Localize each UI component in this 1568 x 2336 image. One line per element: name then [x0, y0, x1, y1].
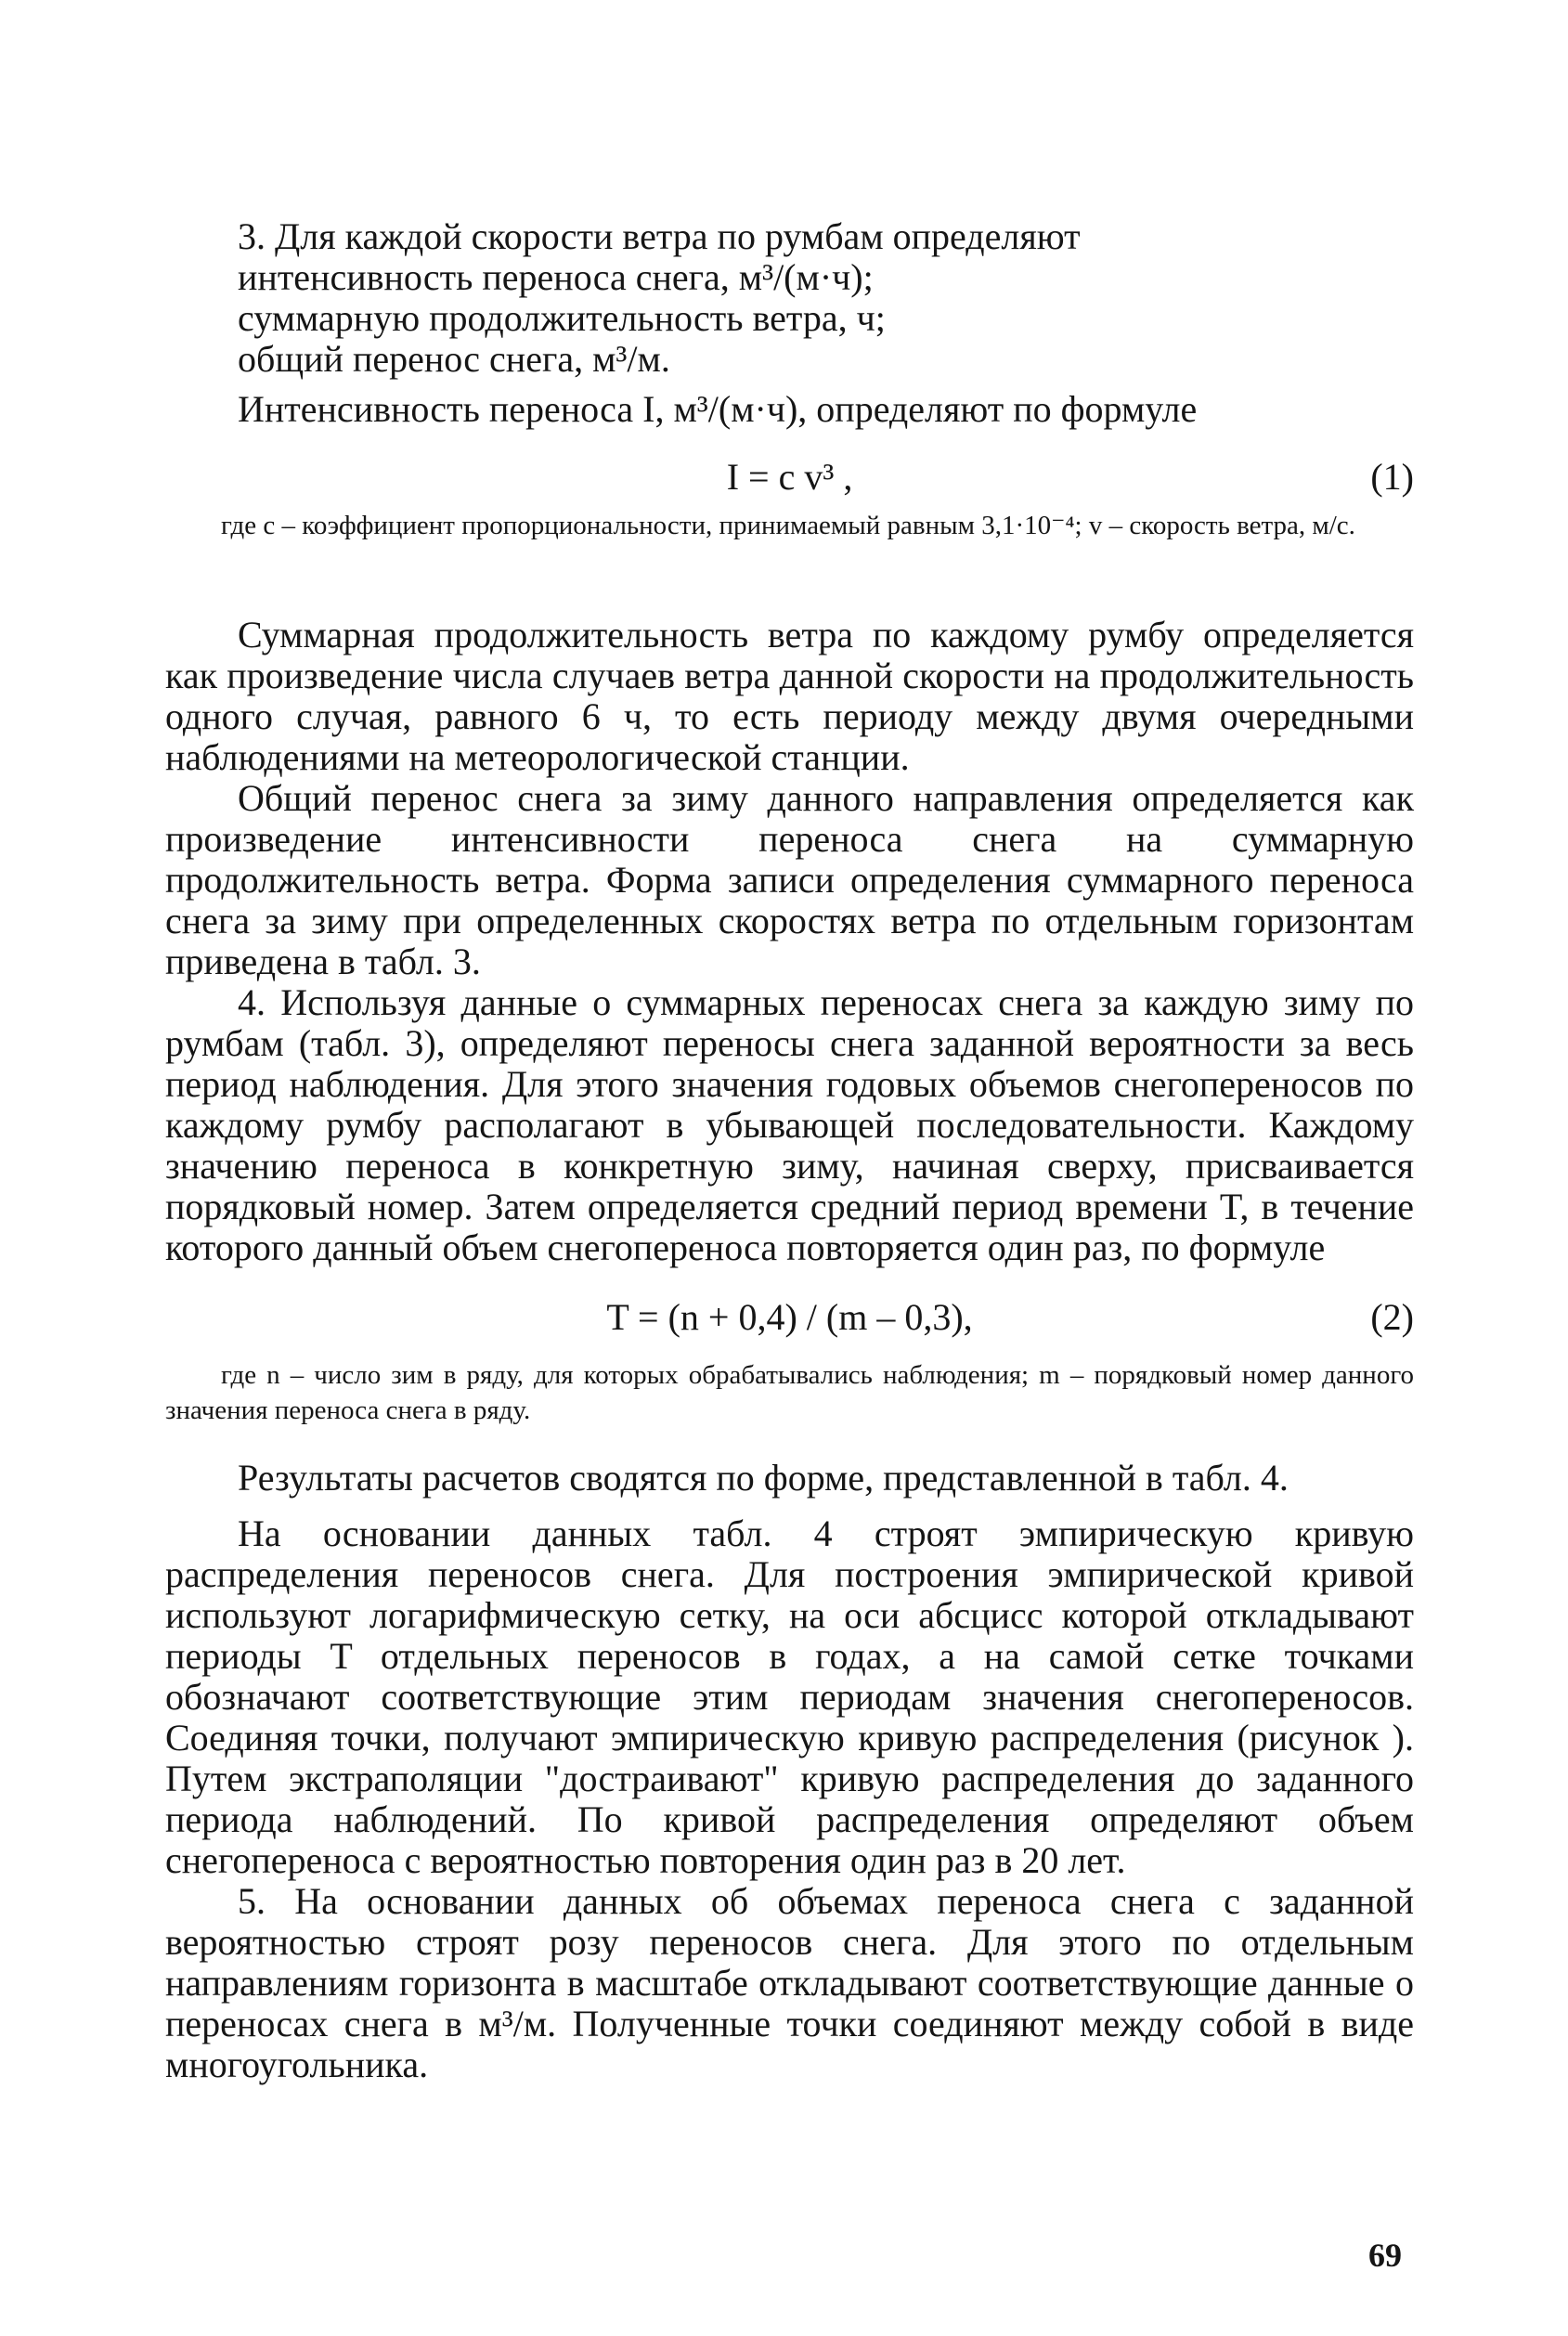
- main-text-block: [165, 615, 1414, 1268]
- where-note-1: где c – коэффициент пропорциональности, принимаемый равным 3,1·10⁻⁴; v – скорость ветра, м/с.: [221, 511, 1355, 540]
- item-3-heading: 3. Для каждой скорости ветра по румбам определяют: [238, 215, 1081, 257]
- intensity-intro: Интенсивность переноса I, м³/(м·ч), определяют по формуле: [238, 388, 1198, 430]
- where-note-1-block: [165, 508, 1414, 543]
- item-3-line: интенсивность переноса снега, м³/(м·ч);: [238, 256, 874, 298]
- formula-1: [165, 455, 1414, 501]
- paragraph-results: Результаты расчетов сводятся по форме, представленной в табл. 4.: [238, 1457, 1289, 1499]
- lower-text-block: [165, 1458, 1414, 2085]
- paragraph-distribution-curve: На основании данных табл. 4 строят эмпирическую кривую распределения переносов снега. Для построения эмпирической кривой используют логарифмическую сетку, на оси абсцисс которой откладывают периоды T отдельных переносов в годах, а на самой сетке точками обозначают соответствующие этим периодам значения снегопереносов. Соединяя точки, получают эмпирическую кривую распределения (рисунок ). Путем экстраполяции "достраивают" кривую распределения до заданного периода наблюдений. По кривой распределения определяют объем снегопереноса с вероятностью повторения один раз в 20 лет.: [165, 1512, 1414, 1881]
- item-3-line: суммарную продолжительность ветра, ч;: [238, 297, 886, 339]
- paragraph-item-5: 5. На основании данных об объемах переноса снега с заданной вероятностью строят розу переносов снега. Для этого по отдельным направлениям горизонта в масштабе откладывают соответствующие данные о переносах снега в м³/м. Полученные точки соединяют между собой в виде многоугольника.: [165, 1880, 1414, 2085]
- item-3-block: [165, 216, 1414, 430]
- where-note-2: где n – число зим в ряду, для которых обрабатывались наблюдения; m – порядковый номер данного значения переноса снега в ряду.: [165, 1360, 1414, 1425]
- paragraph-total-transport: Общий перенос снега за зиму данного направления определяется как произведение интенсивности переноса снега на суммарную продолжительность ветра. Форма записи определения суммарного переноса снега за зиму при определенных скоростях ветра по отдельным горизонтам приведена в табл. 3.: [165, 777, 1414, 982]
- paragraph-wind-duration: Суммарная продолжительность ветра по каждому румбу определяется как произведение числа случаев ветра данной скорости на продолжительность одного случая, равного 6 ч, то есть периоду между двумя очередными наблюдениями на метеорологической станции.: [165, 614, 1414, 778]
- formula-2-number: (2): [1370, 1296, 1414, 1338]
- where-note-2-block: [165, 1357, 1414, 1428]
- formula-2: [165, 1295, 1414, 1342]
- page-number: 69: [1368, 2237, 1402, 2274]
- formula-1-expression: I = c v³ ,: [726, 456, 853, 498]
- paragraph-item-4: 4. Используя данные о суммарных переносах снега за каждую зиму по румбам (табл. 3), определяют переносы снега заданной вероятности за весь период наблюдения. Для этого значения годовых объемов снегопереносов по каждому румбу располагают в убывающей последовательности. Каждому значению переноса в конкретную зиму, начиная сверху, присваивается порядковый номер. Затем определяется средний период времени T, в течение которого данный объем снегопереноса повторяется один раз, по формуле: [165, 981, 1414, 1268]
- formula-1-number: (1): [1370, 456, 1414, 498]
- formula-2-expression: T = (n + 0,4) / (m – 0,3),: [606, 1296, 973, 1338]
- item-3-line: общий перенос снега, м³/м.: [238, 338, 670, 380]
